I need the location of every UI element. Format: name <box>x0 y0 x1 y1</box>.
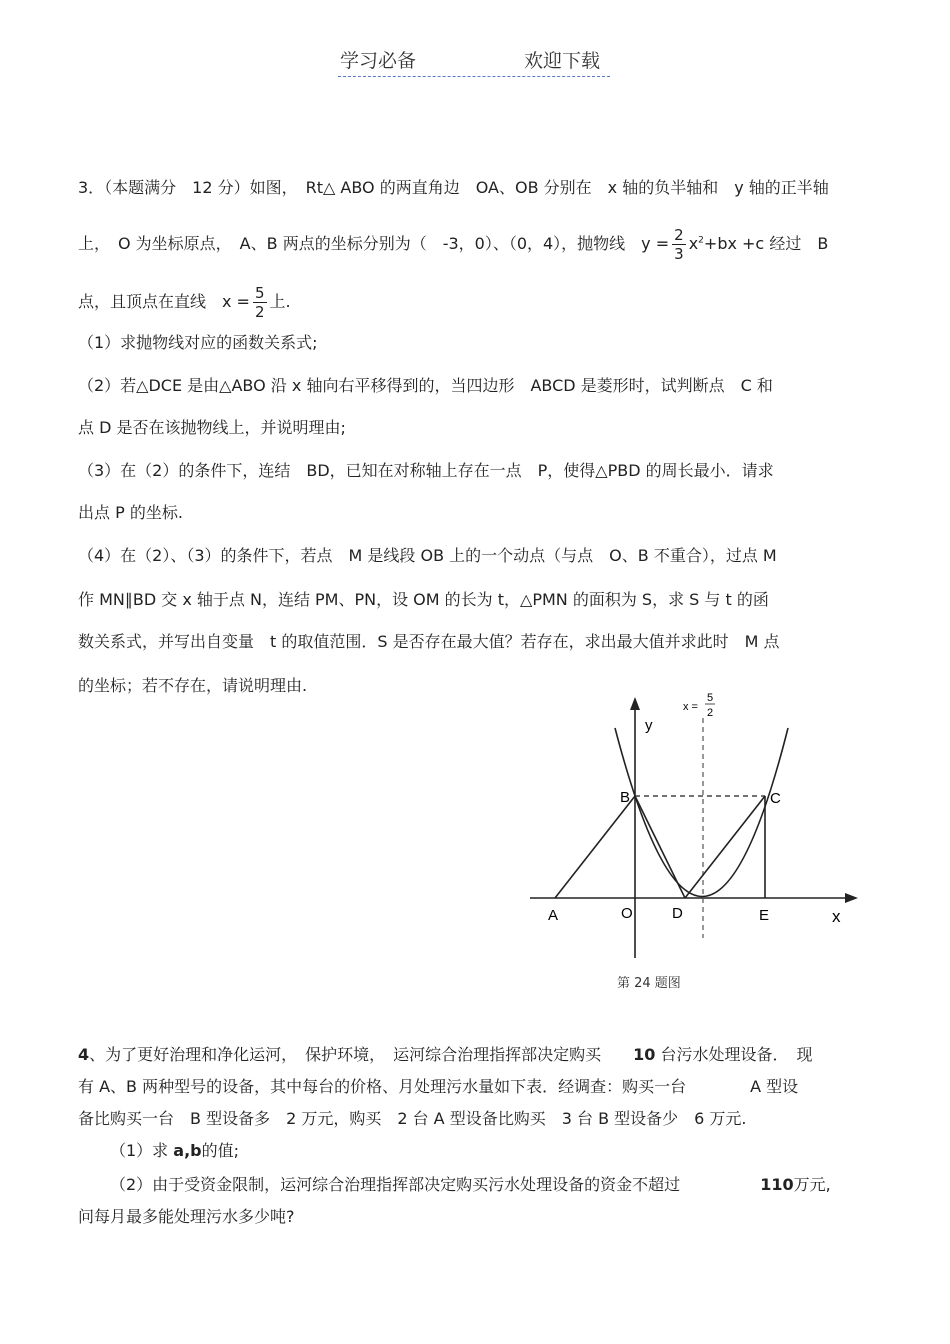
parabola-curve <box>615 728 788 897</box>
header-right-text: 欢迎下载 <box>524 50 601 72</box>
q3-part-2-line-1: （2）若△DCE 是由△ABO 沿 x 轴向右平移得到的，当四边形 ABCD 是菱形时，试判断点 C 和 <box>78 376 773 395</box>
q3-part-1: （1）求抛物线对应的函数关系式; <box>78 333 318 352</box>
label-b: B <box>620 789 631 806</box>
q4-line-1-text: 、为了更好治理和净化运河， 保护环境， 运河综合治理指挥部决定购买 <box>89 1045 602 1064</box>
q4-line-3: 备比购买一台 B 型设备多 2 万元，购买 2 台 A 型设备比购买 3 台 B 型设备少 6 万元. <box>78 1109 747 1128</box>
q4-line-2: 有 A、B 两种型号的设备，其中每台的价格、月处理污水量如下表．经调查：购买一台 A 型设 <box>78 1077 799 1096</box>
q4-sub-2-line-2: 问每月最多能处理污水多少吨? <box>78 1207 295 1226</box>
q4-sub-1-vars: a,b <box>173 1141 202 1160</box>
fraction-five-halves <box>253 284 267 321</box>
q3-part-4-line-1: （4）在（2）、（3）的条件下，若点 M 是线段 OB 上的一个动点（与点 O、B 不重合），过点 M <box>78 546 777 565</box>
fraction-denominator: 2 <box>254 303 265 321</box>
label-symmetry-x: x = <box>683 701 698 713</box>
label-e: E <box>759 907 770 924</box>
y-axis-arrow <box>630 697 640 710</box>
q4-sub-1-post: 的值; <box>201 1141 240 1160</box>
label-c: C <box>770 790 781 807</box>
label-symmetry-den: 2 <box>707 707 714 719</box>
header-left-text: 学习必备 <box>340 50 417 72</box>
q3-part-3-line-2: 出点 P 的坐标. <box>78 503 183 522</box>
segment-dc <box>685 796 765 898</box>
x-axis-arrow <box>845 893 858 903</box>
q3-line-3 <box>78 284 291 321</box>
q3-line-1: 3．（本题满分 12 分）如图， Rt△ ABO 的两直角边 OA、OB 分别在 x 轴的负半轴和 y 轴的正半轴 <box>78 178 829 197</box>
page-header <box>338 46 610 77</box>
label-x: x <box>832 907 841 926</box>
label-symmetry-num: 5 <box>707 692 714 704</box>
segment-ab <box>555 796 635 898</box>
label-y: y <box>645 717 653 734</box>
q3-part-3-line-1: （3）在（2）的条件下，连结 BD，已知在对称轴上存在一点 P，使得△PBD 的周长最小．请求 <box>78 461 774 480</box>
fraction-numerator: 2 <box>674 226 684 244</box>
var-x: x <box>688 234 699 253</box>
q3-line-3-tail: 上. <box>269 292 291 311</box>
parabola-figure <box>520 690 880 1000</box>
q4-sub-2-amount: 110 <box>760 1175 794 1194</box>
label-o: O <box>621 905 633 922</box>
exponent: 2 <box>698 235 704 246</box>
figure-caption: 第 24 题图 <box>617 976 681 991</box>
q3-line-2-tail: +bx +c 经过 B <box>703 234 829 253</box>
label-d: D <box>672 905 683 922</box>
q4-line-1 <box>78 1045 813 1065</box>
q3-line-2-text: 上， O 为坐标原点， A、B 两点的坐标分别为（ -3，0）、（0，4），抛物线 y = <box>78 234 670 253</box>
q4-sub-2 <box>110 1175 831 1195</box>
q4-sub-1 <box>110 1141 239 1161</box>
q3-line-2 <box>78 226 828 263</box>
label-a: A <box>548 907 559 924</box>
q4-line-1-tail: 台污水处理设备． 现 <box>660 1045 813 1064</box>
q4-sub-2-pre: （2）由于受资金限制，运河综合治理指挥部决定购买污水处理设备的资金不超过 <box>110 1175 681 1194</box>
q4-count: 10 <box>633 1045 656 1064</box>
fraction-denominator: 3 <box>674 245 684 263</box>
q4-sub-2-post: 万元, <box>793 1175 831 1194</box>
q3-part-4-line-2: 作 MN∥BD 交 x 轴于点 N，连结 PM、PN，设 OM 的长为 t，△PMN 的面积为 S，求 S 与 t 的函 <box>78 590 769 609</box>
q3-part-2-line-2: 点 D 是否在该抛物线上，并说明理由; <box>78 418 346 437</box>
fraction-numerator: 5 <box>254 284 265 302</box>
q4-sub-1-pre: （1）求 <box>110 1141 169 1160</box>
q3-part-4-line-4: 的坐标；若不存在，请说明理由. <box>78 676 308 695</box>
q3-part-4-line-3: 数关系式，并写出自变量 t 的取值范围．S 是否存在最大值？若存在，求出最大值并求此时 M 点 <box>78 632 780 651</box>
q3-line-3-text: 点，且顶点在直线 x = <box>78 292 250 311</box>
fraction-two-thirds <box>672 226 686 263</box>
q4-number: 4 <box>78 1045 90 1064</box>
